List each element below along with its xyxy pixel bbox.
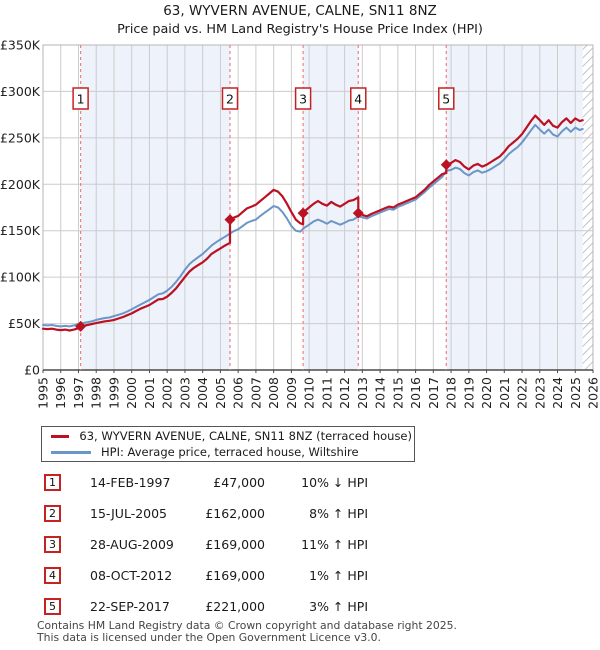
sale-date: 14-FEB-1997 [90,475,171,490]
x-axis-label: 2013 [354,377,370,409]
footer [37,620,457,644]
y-axis-label: £200K [0,176,40,192]
sale-date: 15-JUL-2005 [90,506,168,521]
sale-number-label: 5 [442,91,451,107]
x-axis-label: 2005 [212,377,228,409]
sale-vs-hpi: 11% ↑ HPI [301,537,368,552]
future-hatch-region [583,45,593,370]
x-axis-label: 2026 [585,377,600,409]
x-axis-label: 1996 [53,377,69,409]
x-axis-label: 2014 [372,377,388,409]
x-axis-label: 1998 [88,377,104,409]
table-row [0,505,600,523]
x-axis-label: 2018 [443,377,459,409]
sale-price: £162,000 [205,506,265,521]
x-axis-label: 2025 [567,377,583,409]
x-axis-label: 1995 [35,377,51,409]
sale-number-badge: 2 [44,505,61,522]
table-row [0,536,600,554]
table-row [0,598,600,616]
footer-licence: This data is licensed under the Open Government Licence v3.0. [37,630,381,644]
x-axis-label: 2020 [479,377,495,409]
sale-number-badge: 4 [44,567,61,584]
sale-vs-hpi: 8% ↑ HPI [309,506,368,521]
x-axis-label: 2017 [425,377,441,409]
y-axis-label: £300K [0,83,40,99]
x-axis-label: 2011 [319,377,335,409]
hpi-line-swatch [51,451,91,454]
sale-number-label: 4 [354,91,363,107]
chart-legend [41,426,415,462]
sale-date: 22-SEP-2017 [90,599,170,614]
sale-number-label: 3 [299,91,308,107]
x-axis-label: 2003 [177,377,193,409]
sale-vs-hpi: 3% ↑ HPI [309,599,368,614]
chart-subtitle: Price paid vs. HM Land Registry's House Price Index (HPI) [117,22,483,37]
legend-item-hpi [42,444,412,460]
table-row [0,567,600,585]
property-line-swatch [51,435,69,438]
x-axis-label: 2016 [408,377,424,409]
y-axis-label: £150K [0,223,40,239]
y-axis-label: £50K [7,316,40,332]
chart-title: 63, WYVERN AVENUE, CALNE, SN11 8NZ [163,3,437,19]
x-axis-label: 2012 [337,377,353,409]
legend-hpi-label: HPI: Average price, terraced house, Wiltshire [101,445,359,459]
x-axis-label: 2002 [159,377,175,409]
sale-vs-hpi: 1% ↑ HPI [309,568,368,583]
sale-number-label: 2 [226,91,234,107]
y-axis-label: £100K [0,269,40,285]
ownership-band [446,45,582,370]
x-axis-label: 2023 [532,377,548,409]
x-axis-label: 2010 [301,377,317,409]
sale-number-label: 1 [76,91,85,107]
sale-price: £169,000 [205,568,265,583]
sale-number-badge: 3 [44,536,61,553]
sale-date: 28-AUG-2009 [90,537,174,552]
sale-price: £47,000 [213,475,265,490]
y-axis-label: £0 [24,362,40,378]
sale-price: £169,000 [205,537,265,552]
x-axis-label: 2021 [496,376,512,409]
sale-vs-hpi: 10% ↓ HPI [301,475,368,490]
x-axis-label: 1997 [70,377,86,409]
x-axis-label: 2004 [195,377,211,409]
legend-property-label: 63, WYVERN AVENUE, CALNE, SN11 8NZ (terraced house) [79,429,412,443]
table-row [0,474,600,492]
footer-copyright: Contains HM Land Registry data © Crown copyright and database right 2025. [37,619,457,632]
x-axis-label: 2006 [230,377,246,409]
x-axis-label: 2007 [248,377,264,409]
x-axis-label: 2008 [266,377,282,409]
x-axis-label: 1999 [106,377,122,409]
x-axis-label: 2015 [390,377,406,409]
x-axis-label: 2022 [514,377,530,409]
x-axis-label: 2019 [461,377,477,409]
sale-price: £221,000 [205,599,265,614]
x-axis-label: 2009 [283,377,299,409]
sale-number-badge: 1 [44,474,61,491]
x-axis-label: 2000 [124,377,140,409]
x-axis-label: 2024 [550,377,566,409]
x-axis-label: 2001 [141,377,157,409]
sale-number-badge: 5 [44,598,61,615]
legend-item-property [42,428,412,444]
y-axis-label: £350K [0,37,40,53]
ownership-band [303,45,358,370]
y-axis-label: £250K [0,130,40,146]
sale-date: 08-OCT-2012 [90,568,173,583]
